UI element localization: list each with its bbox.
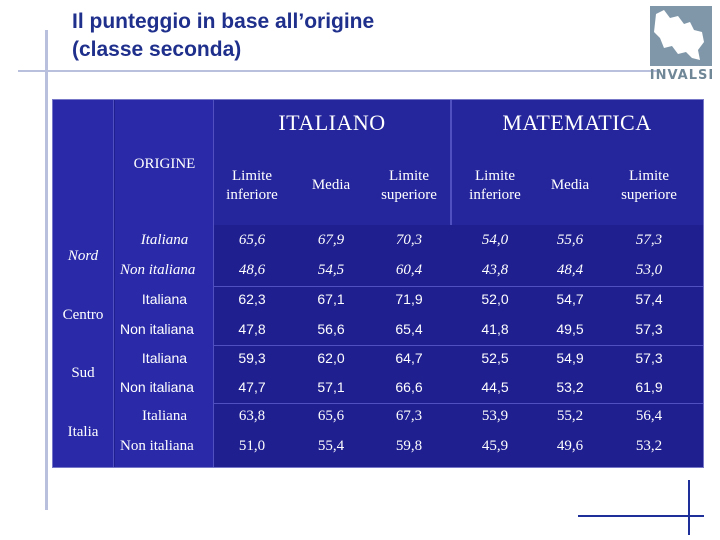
slide-title-line-2: (classe seconda) [72, 38, 242, 61]
table-cell: 67,9 [317, 232, 345, 248]
col-header-ita-lower [214, 167, 290, 205]
table-cell: 56,6 [317, 321, 345, 337]
table-cell: 54,5 [317, 262, 345, 278]
table-cell: 65,4 [395, 321, 423, 337]
table-cell: 47,8 [238, 321, 266, 337]
table-cell: 57,4 [635, 291, 663, 307]
row-separator [214, 286, 703, 287]
results-table [52, 99, 704, 468]
table-cell: 65,6 [317, 408, 345, 424]
region-label-sud: Sud [71, 365, 95, 381]
table-cell: 53,0 [635, 262, 663, 278]
table-cell: 41,8 [481, 321, 509, 337]
table-cell: 43,8 [481, 262, 509, 278]
table-cell: 66,6 [395, 379, 423, 395]
col-header-line: inferiore [226, 187, 278, 203]
subject-italiano: ITALIANO [278, 110, 386, 135]
table-cell: 65,6 [238, 232, 266, 248]
col-header-line: superiore [381, 187, 437, 203]
table-cell: 51,0 [238, 438, 266, 454]
table-cell: 67,1 [317, 291, 345, 307]
table-cell: 55,2 [556, 408, 584, 424]
row-origin-label: Italiana [142, 408, 187, 424]
row-origin-label: Italiana [140, 232, 189, 248]
invalsi-logo-text: INVALSI [649, 68, 715, 83]
table-cell: 55,4 [317, 438, 345, 454]
row-origin-label: Non italiana [120, 321, 194, 337]
table-cell: 54,7 [556, 291, 584, 307]
col-header-line: Media [550, 177, 590, 193]
table-cell: 54,9 [556, 350, 584, 366]
row-separator [214, 403, 703, 404]
table-cell: 52,0 [481, 291, 509, 307]
table-cell: 55,6 [556, 232, 584, 248]
table-cell: 47,7 [238, 379, 266, 395]
table-cell: 53,9 [481, 408, 509, 424]
table-cell: 45,9 [481, 438, 509, 454]
table-cell: 53,2 [635, 438, 663, 454]
table-cell: 49,6 [556, 438, 584, 454]
region-column [53, 100, 114, 467]
invalsi-logo-mark-icon [650, 6, 712, 66]
slide-title [72, 8, 592, 64]
subject-matematica: MATEMATICA [502, 110, 652, 135]
col-header-line: Limite [389, 168, 429, 184]
table-cell: 59,3 [238, 350, 266, 366]
table-cell: 64,7 [395, 350, 423, 366]
col-header-line: superiore [621, 187, 677, 203]
table-cell: 70,3 [395, 232, 423, 248]
col-header-mat-upper [603, 167, 695, 205]
table-cell: 57,3 [635, 350, 663, 366]
col-header-mat-lower [453, 167, 537, 205]
col-header-line: Limite [475, 168, 515, 184]
invalsi-logo [648, 6, 716, 90]
slide-title-line-1: Il punteggio in base all’origine [72, 10, 375, 33]
slide-decoration-corner-vertical [688, 480, 690, 535]
slide-decoration-horizontal-line [18, 70, 658, 72]
origin-header: ORIGINE [133, 156, 196, 172]
table-cell: 54,0 [481, 232, 509, 248]
table-cell: 57,3 [635, 321, 663, 337]
slide-decoration-vertical-line [45, 30, 48, 510]
table-cell: 61,9 [635, 379, 663, 395]
row-origin-label: Italiana [141, 291, 188, 307]
table-cell: 63,8 [238, 408, 266, 424]
row-separator [214, 345, 703, 346]
slide-decoration-corner-horizontal [578, 515, 704, 517]
table-cell: 56,4 [635, 408, 663, 424]
col-header-ita-upper [369, 167, 449, 205]
region-label-nord: Nord [67, 248, 99, 264]
table-cell: 62,3 [238, 291, 266, 307]
table-cell: 49,5 [556, 321, 584, 337]
region-label-centro: Centro [62, 307, 104, 323]
col-header-ita-mean [293, 176, 369, 195]
table-cell: 48,4 [556, 262, 584, 278]
table-cell: 53,2 [556, 379, 584, 395]
table-cell: 48,6 [238, 262, 266, 278]
col-header-mat-mean [537, 176, 603, 195]
row-origin-label: Non italiana [120, 438, 194, 454]
table-cell: 62,0 [317, 350, 345, 366]
col-header-line: Limite [629, 168, 669, 184]
table-cell: 71,9 [395, 291, 423, 307]
table-cell: 60,4 [395, 262, 423, 278]
row-origin-label: Non italiana [120, 262, 196, 278]
table-cell: 57,3 [635, 232, 663, 248]
col-header-line: Limite [232, 168, 272, 184]
col-header-line: inferiore [469, 187, 521, 203]
row-origin-label: Non italiana [120, 379, 194, 395]
row-origin-label: Italiana [141, 350, 188, 366]
col-header-line: Media [311, 177, 351, 193]
table-cell: 52,5 [481, 350, 509, 366]
region-label-italia: Italia [67, 424, 99, 440]
table-cell: 59,8 [395, 438, 423, 454]
table-cell: 44,5 [481, 379, 509, 395]
table-cell: 67,3 [395, 408, 423, 424]
table-cell: 57,1 [317, 379, 345, 395]
